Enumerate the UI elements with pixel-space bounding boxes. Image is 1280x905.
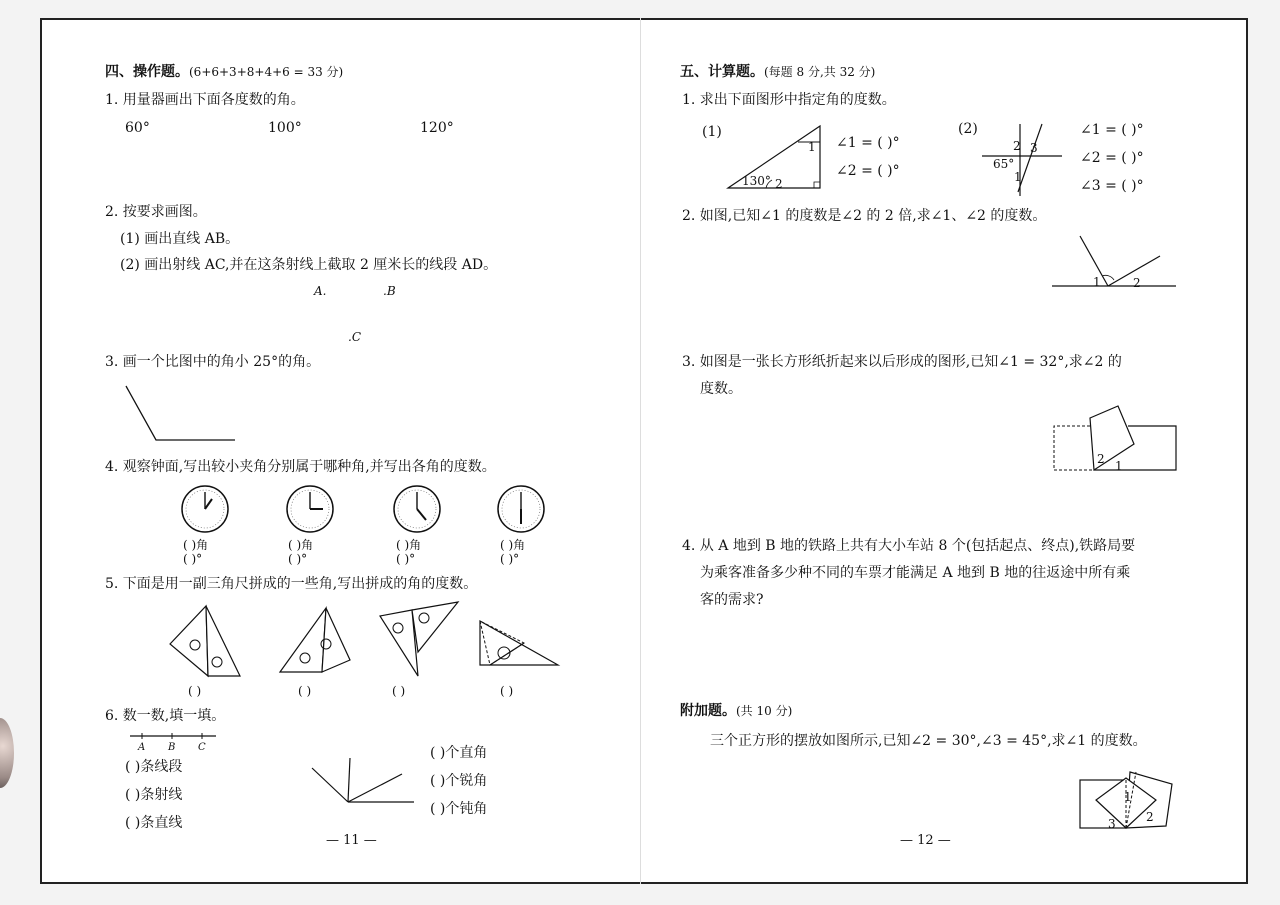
q5-blank-1[interactable]: ( ) (188, 684, 202, 698)
q5-blank-3[interactable]: ( ) (392, 684, 406, 698)
thumb-blob (0, 718, 14, 788)
clock4-angle-blank[interactable]: ( )角 (500, 538, 526, 552)
clock-4-icon (496, 484, 546, 534)
q6-lines-blank[interactable]: ( )条直线 (125, 815, 183, 831)
r-q4-line3: 客的需求? (700, 592, 764, 608)
fig2-angle1-answer[interactable]: ∠1 = ( )° (1080, 122, 1144, 138)
q4-text: 4. 观察钟面,写出较小夹角分别属于哪种角,并写出各角的度数。 (105, 459, 496, 475)
fig2-angle2-answer[interactable]: ∠2 = ( )° (1080, 150, 1144, 166)
r-q1-text: 1. 求出下面图形中指定角的度数。 (682, 92, 896, 108)
fig2-65-label: 65° (993, 157, 1015, 171)
clock3-angle-blank[interactable]: ( )角 (396, 538, 422, 552)
clock1-degree-blank[interactable]: ( )° (183, 552, 203, 566)
section5-header (680, 63, 875, 81)
r-q1-part1: (1) (702, 124, 722, 140)
r-q3-line2: 度数。 (700, 381, 742, 397)
q5-blank-2[interactable]: ( ) (298, 684, 312, 698)
q6-rays-blank[interactable]: ( )条射线 (125, 787, 183, 803)
q5-blank-4[interactable]: ( ) (500, 684, 514, 698)
r-q3-angle1-label: 1 (1115, 459, 1123, 473)
r-q3-angle2-label: 2 (1097, 452, 1105, 466)
set-square-figure-1 (168, 600, 243, 680)
fig1-angle2-answer[interactable]: ∠2 = ( )° (836, 163, 900, 179)
fig1-angle1-answer[interactable]: ∠1 = ( )° (836, 135, 900, 151)
section5-score: (每题 8 分,共 32 分) (764, 65, 876, 79)
q6-angle-figure (308, 756, 418, 806)
q2-part2: (2) 画出射线 AC,并在这条射线上截取 2 厘米长的线段 AD。 (120, 257, 498, 273)
point-a: A. (314, 284, 327, 298)
q6-point-c: C (198, 742, 206, 753)
q6-obtuse-angle-blank[interactable]: ( )个钝角 (430, 801, 488, 817)
clock-2-icon (285, 484, 335, 534)
fig1-angle2-label: 2 (775, 177, 783, 191)
q6-point-a: A (138, 742, 146, 753)
set-square-figure-2 (278, 600, 353, 680)
q1-angle-120: 120° (420, 120, 454, 136)
q6-point-b: B (168, 742, 176, 753)
q3-text: 3. 画一个比图中的角小 25°的角。 (105, 354, 321, 370)
section4-header (105, 63, 343, 81)
point-c: .C (348, 330, 361, 344)
clock2-degree-blank[interactable]: ( )° (288, 552, 308, 566)
clock-3-icon (392, 484, 442, 534)
q6-text: 6. 数一数,填一填。 (105, 708, 226, 724)
bonus-angle2-label: 2 (1146, 810, 1154, 824)
set-square-figure-3 (378, 600, 463, 680)
q6-acute-angle-blank[interactable]: ( )个锐角 (430, 773, 488, 789)
fig2-angle3-answer[interactable]: ∠3 = ( )° (1080, 178, 1144, 194)
q2-part1: (1) 画出直线 AB。 (120, 231, 240, 247)
clock2-angle-blank[interactable]: ( )角 (288, 538, 314, 552)
clock3-degree-blank[interactable]: ( )° (396, 552, 416, 566)
q5-text: 5. 下面是用一副三角尺拼成的一些角,写出拼成的角的度数。 (105, 576, 478, 592)
r-q2-angle2-label: 2 (1133, 276, 1141, 290)
q6-segments-blank[interactable]: ( )条线段 (125, 759, 183, 775)
bonus-score: (共 10 分) (736, 704, 793, 718)
clock-1-icon (180, 484, 230, 534)
q1-angle-60: 60° (125, 120, 150, 136)
bonus-text: 三个正方形的摆放如图所示,已知∠2 = 30°,∠3 = 45°,求∠1 的度数。 (710, 733, 1147, 749)
r-q3-line1: 3. 如图是一张长方形纸折起来以后形成的图形,已知∠1 = 32°,求∠2 的 (682, 354, 1122, 370)
page-number-12: — 12 — (900, 833, 951, 848)
q1-text: 1. 用量器画出下面各度数的角。 (105, 92, 305, 108)
r-q2-text: 2. 如图,已知∠1 的度数是∠2 的 2 倍,求∠1、∠2 的度数。 (682, 208, 1047, 224)
clock1-angle-blank[interactable]: ( )角 (183, 538, 209, 552)
fig2-angle1-label: 1 (1014, 170, 1022, 184)
page-fold (640, 18, 641, 884)
q1-angle-100: 100° (268, 120, 302, 136)
r-q2-angle1-label: 1 (1093, 275, 1101, 289)
q3-angle-figure (120, 380, 240, 445)
point-b: .B (383, 284, 396, 298)
fig1-angle1-label: 1 (808, 140, 816, 154)
r-q1-part2: (2) (958, 121, 978, 137)
fig2-angle3-label: 3 (1030, 141, 1038, 155)
bonus-angle1-label: 1 (1124, 790, 1132, 804)
q6-right-angle-blank[interactable]: ( )个直角 (430, 745, 488, 761)
section4-score: (6+6+3+8+4+6 = 33 分) (189, 65, 344, 79)
bonus-angle3-label: 3 (1108, 817, 1116, 831)
intersecting-lines-figure (978, 120, 1068, 200)
fig1-130-label: 130° (742, 174, 771, 188)
section5-title: 五、计算题。 (680, 64, 764, 80)
section4-title: 四、操作题。 (105, 64, 189, 80)
bonus-title: 附加题。 (680, 703, 736, 719)
set-square-figure-4 (478, 615, 563, 670)
fig2-angle2-label: 2 (1013, 139, 1021, 153)
bonus-header (680, 702, 792, 720)
r-q2-angle-figure (1050, 232, 1180, 290)
r-q4-line1: 4. 从 A 地到 B 地的铁路上共有大小车站 8 个(包括起点、终点),铁路局要 (682, 538, 1136, 554)
r-q4-line2: 为乘客准备多少种不同的车票才能满足 A 地到 B 地的往返途中所有乘 (700, 565, 1131, 581)
page-number-11: — 11 — (326, 833, 377, 848)
q2-text: 2. 按要求画图。 (105, 204, 207, 220)
clock4-degree-blank[interactable]: ( )° (500, 552, 520, 566)
